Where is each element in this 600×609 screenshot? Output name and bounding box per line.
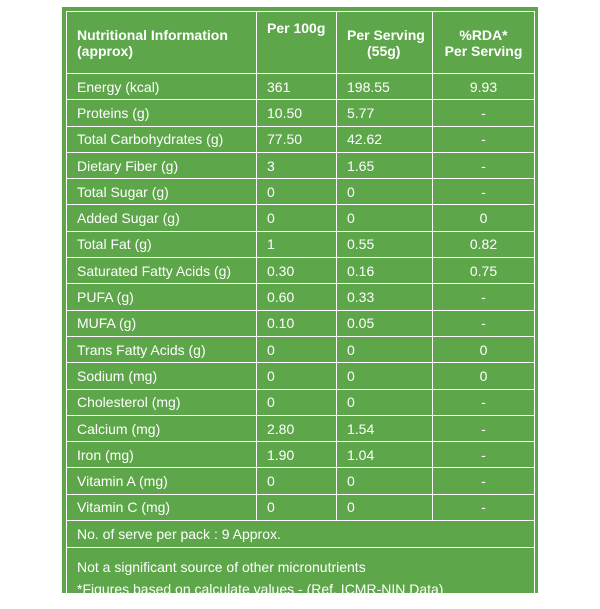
table-row [67, 100, 535, 126]
nutrient-name: Energy (kcal) [67, 74, 257, 100]
table-row [67, 494, 535, 520]
nutrient-name: Iron (mg) [67, 442, 257, 468]
nutrient-name: Sodium (mg) [67, 363, 257, 389]
footnotes [67, 548, 535, 609]
per-100g-value: 3 [257, 152, 337, 178]
nutrient-name: Total Carbohydrates (g) [67, 126, 257, 152]
per-100g-value: 0.60 [257, 284, 337, 310]
nutrient-name: Cholesterol (mg) [67, 389, 257, 415]
nutrient-name: Calcium (mg) [67, 415, 257, 441]
nutrient-name: Saturated Fatty Acids (g) [67, 258, 257, 284]
notes-row [67, 548, 535, 609]
per-100g-value: 0 [257, 336, 337, 362]
per-100g-value: 361 [257, 74, 337, 100]
table-row [67, 284, 535, 310]
header-row [67, 12, 535, 74]
nutrient-name: Added Sugar (g) [67, 205, 257, 231]
per-serving-value: 0 [337, 336, 433, 362]
serves-per-pack: No. of serve per pack : 9 Approx. [67, 521, 535, 548]
table-row [67, 389, 535, 415]
nutrition-rows [67, 74, 535, 521]
rda-value: 9.93 [433, 74, 535, 100]
rda-value: - [433, 179, 535, 205]
table-row [67, 258, 535, 284]
nutrient-name: Total Fat (g) [67, 231, 257, 257]
rda-value: - [433, 415, 535, 441]
header-col3-line2: (55g) [367, 42, 401, 59]
note-micronutrients: Not a significant source of other micronutrients [77, 559, 366, 576]
header-col4-line1: %RDA* [459, 26, 508, 43]
header-col3-line1: Per Serving [347, 26, 425, 43]
header-nutritional-information [67, 12, 257, 74]
nutrient-name: Proteins (g) [67, 100, 257, 126]
per-serving-value: 0 [337, 494, 433, 520]
rda-value: - [433, 389, 535, 415]
note-reference: *Figures based on calculate values - (Ref. ICMR-NIN Data) [77, 581, 444, 598]
per-100g-value: 0 [257, 205, 337, 231]
header-rda [433, 12, 535, 74]
header-per-serving [337, 12, 433, 74]
nutrient-name: PUFA (g) [67, 284, 257, 310]
rda-value: - [433, 100, 535, 126]
rda-value: 0.75 [433, 258, 535, 284]
per-serving-value: 0 [337, 389, 433, 415]
per-serving-value: 0 [337, 468, 433, 494]
rda-value: 0 [433, 205, 535, 231]
nutrient-name: Vitamin C (mg) [67, 494, 257, 520]
table-row [67, 205, 535, 231]
table-row [67, 468, 535, 494]
table-row [67, 152, 535, 178]
header-col1-line1: Nutritional Information [77, 26, 228, 43]
per-serving-value: 0 [337, 205, 433, 231]
per-serving-value: 5.77 [337, 100, 433, 126]
table-row [67, 74, 535, 100]
header-per-100g [257, 12, 337, 74]
per-serving-value: 1.04 [337, 442, 433, 468]
header-col2-line1: Per 100g [267, 20, 326, 36]
per-serving-value: 0.05 [337, 310, 433, 336]
per-serving-value: 0 [337, 179, 433, 205]
per-serving-value: 42.62 [337, 126, 433, 152]
table-row [67, 442, 535, 468]
per-serving-value: 0.16 [337, 258, 433, 284]
header-col1-line2: (approx) [77, 42, 133, 59]
per-100g-value: 10.50 [257, 100, 337, 126]
rda-value: - [433, 284, 535, 310]
per-100g-value: 0 [257, 179, 337, 205]
nutrition-panel [62, 7, 538, 598]
rda-value: - [433, 126, 535, 152]
per-100g-value: 0 [257, 468, 337, 494]
header-col4-line2: Per Serving [444, 42, 523, 59]
per-serving-value: 198.55 [337, 74, 433, 100]
per-100g-value: 1.90 [257, 442, 337, 468]
rda-value: - [433, 494, 535, 520]
nutrient-name: Dietary Fiber (g) [67, 152, 257, 178]
rda-value: 0.82 [433, 231, 535, 257]
rda-value: - [433, 468, 535, 494]
per-100g-value: 0 [257, 389, 337, 415]
rda-value: - [433, 442, 535, 468]
per-100g-value: 0.10 [257, 310, 337, 336]
rda-value: 0 [433, 363, 535, 389]
per-serving-value: 1.65 [337, 152, 433, 178]
per-100g-value: 77.50 [257, 126, 337, 152]
nutrition-table [66, 11, 535, 609]
nutrient-name: MUFA (g) [67, 310, 257, 336]
per-100g-value: 0.30 [257, 258, 337, 284]
per-serving-value: 0.55 [337, 231, 433, 257]
per-serving-value: 1.54 [337, 415, 433, 441]
per-100g-value: 1 [257, 231, 337, 257]
rda-value: - [433, 310, 535, 336]
table-row [67, 179, 535, 205]
per-serving-value: 0 [337, 363, 433, 389]
serves-row [67, 521, 535, 548]
nutrient-name: Trans Fatty Acids (g) [67, 336, 257, 362]
table-row [67, 231, 535, 257]
table-row [67, 310, 535, 336]
per-100g-value: 0 [257, 363, 337, 389]
rda-value: - [433, 152, 535, 178]
per-100g-value: 0 [257, 494, 337, 520]
nutrient-name: Vitamin A (mg) [67, 468, 257, 494]
per-serving-value: 0.33 [337, 284, 433, 310]
rda-value: 0 [433, 336, 535, 362]
table-row [67, 363, 535, 389]
table-row [67, 126, 535, 152]
nutrient-name: Total Sugar (g) [67, 179, 257, 205]
table-row [67, 415, 535, 441]
per-100g-value: 2.80 [257, 415, 337, 441]
table-row [67, 336, 535, 362]
